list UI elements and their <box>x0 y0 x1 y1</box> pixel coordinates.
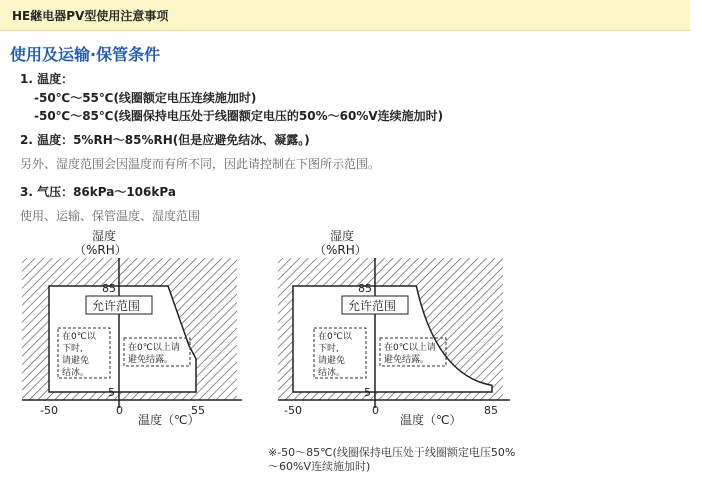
y-tick-5: 5 <box>364 386 371 399</box>
item-3-label: 3. 气压：86kPa～106kPa <box>20 185 176 199</box>
ylabel-line1: 湿度 <box>330 229 355 243</box>
sub-left-4: 结冰。 <box>62 368 90 378</box>
x-tick-neg50: -50 <box>40 404 58 417</box>
section-title: 使用及运输·保管条件 <box>10 45 161 64</box>
ylabel-line2: （%RH） <box>74 243 127 257</box>
ylabel-line2: （%RH） <box>314 243 367 257</box>
item-3-note: 使用、运输、保管温度、湿度范围 <box>20 209 201 223</box>
sub-left-1: 在0℃以 <box>62 332 96 342</box>
sub-right-2: 避免结露。 <box>384 355 430 365</box>
sub-left-1: 在0℃以 <box>318 332 352 342</box>
sub-right-1: 在0℃以上请 <box>128 343 180 353</box>
temp-humidity-chart-2 <box>270 228 520 438</box>
sub-left-3: 请避免 <box>318 356 346 366</box>
ylabel-line1: 湿度 <box>92 229 117 243</box>
item-1-line1: -50℃～55℃(线圈额定电压连续施加时) <box>34 91 257 105</box>
y-tick-5: 5 <box>108 386 115 399</box>
temp-humidity-chart-1 <box>14 228 254 438</box>
sub-right-1: 在0℃以上请 <box>384 343 436 353</box>
x-tick-max: 85 <box>484 404 498 417</box>
header-title: HE継电器PV型使用注意事项 <box>12 9 169 23</box>
y-tick-85: 85 <box>102 282 116 295</box>
sub-left-4: 结冰。 <box>318 368 346 378</box>
sub-left-3: 请避免 <box>62 356 90 366</box>
x-tick-neg50: -50 <box>284 404 302 417</box>
item-1-line2: -50℃～85℃(线圈保持电压处于线圈额定电压的50%～60%V连续施加时) <box>34 109 444 123</box>
xlabel: 温度（℃） <box>400 413 462 427</box>
sub-left-2: 下时, <box>62 344 83 354</box>
sub-left-2: 下时, <box>318 344 339 354</box>
y-tick-85: 85 <box>358 282 372 295</box>
x-tick-0: 0 <box>372 404 379 417</box>
xlabel: 温度（℃） <box>138 413 200 427</box>
x-tick-max: 55 <box>191 404 205 417</box>
item-2-label: 2. 温度：5%RH～85%RH(但是应避免结冰、凝露。) <box>20 133 310 147</box>
region-label: 允许范围 <box>348 299 397 313</box>
header-bar <box>0 0 690 31</box>
sub-right-2: 避免结露。 <box>128 355 174 365</box>
item-2-note: 另外、湿度范围会因温度而有所不同，因此请控制在下图所示范围。 <box>20 157 381 171</box>
x-tick-0: 0 <box>116 404 123 417</box>
item-1-label: 1. 温度： <box>20 72 74 86</box>
region-label: 允许范围 <box>92 299 141 313</box>
footnote: ※-50～85℃(线圈保持电压处于线圈额定电压50%～60%V连续施加时) <box>268 446 516 473</box>
